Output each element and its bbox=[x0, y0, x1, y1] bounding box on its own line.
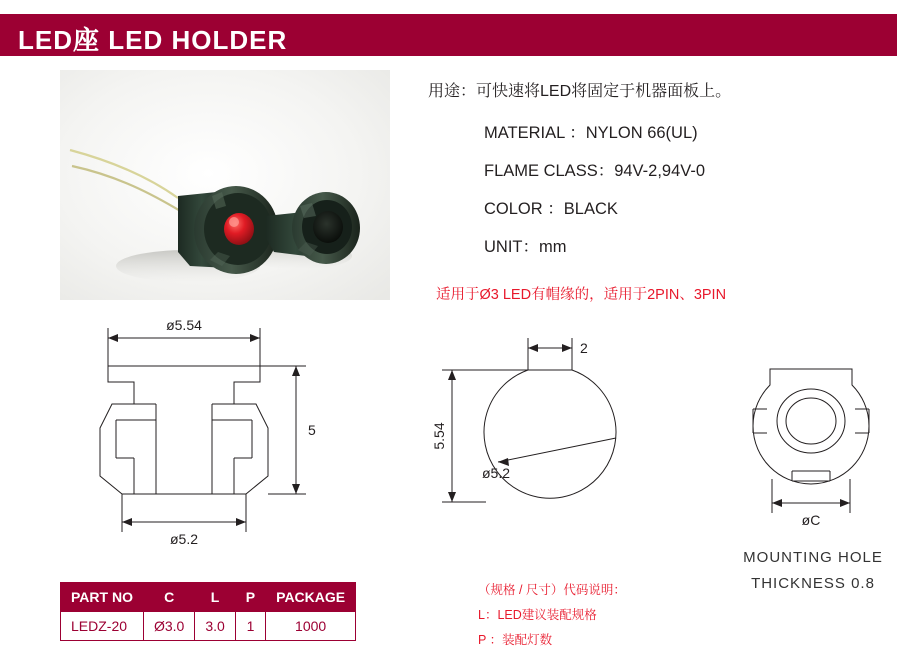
dim-bottom-label: ø5.2 bbox=[169, 531, 199, 547]
th-p: P bbox=[235, 583, 265, 612]
table-row bbox=[61, 612, 356, 641]
th-package: PACKAGE bbox=[266, 583, 356, 612]
part-number-table bbox=[60, 582, 356, 641]
product-photo bbox=[60, 70, 390, 300]
cell-c: Ø3.0 bbox=[143, 612, 194, 641]
cell-p: 1 bbox=[235, 612, 265, 641]
cell-l: 3.0 bbox=[195, 612, 235, 641]
mounting-hole-drawing bbox=[730, 345, 895, 545]
spec-unit: UNIT：mm bbox=[484, 238, 567, 256]
dim-flat-label: 2 bbox=[580, 340, 588, 356]
cell-part-no: LEDZ-20 bbox=[61, 612, 144, 641]
legend-line-3: P ：装配灯数 bbox=[478, 633, 553, 647]
dim-c-label: øC bbox=[801, 512, 821, 528]
mounting-thickness-text: THICKNESS 0.8 bbox=[751, 575, 875, 592]
usage-text: 用途：可快速将LED将固定于机器面板上。 bbox=[428, 83, 732, 100]
page-title: LED座 LED HOLDER bbox=[18, 25, 288, 55]
application-note: 适用于Ø3 LED有帽缘的，适用于2PIN、3PIN bbox=[436, 287, 727, 303]
specification-block bbox=[428, 78, 868, 304]
th-part-no: PART NO bbox=[61, 583, 144, 612]
cell-package: 1000 bbox=[266, 612, 356, 641]
th-c: C bbox=[143, 583, 194, 612]
th-l: L bbox=[195, 583, 235, 612]
spec-flame-class: FLAME CLASS：94V-2,94V-0 bbox=[484, 162, 706, 180]
dim-right-label: 5 bbox=[308, 422, 316, 438]
front-view-drawing bbox=[60, 308, 330, 558]
legend-line-1: （规格 / 尺寸）代码说明： bbox=[478, 583, 626, 597]
spec-material: MATERIAL ：NYLON 66(UL) bbox=[484, 124, 698, 142]
legend-notes bbox=[478, 578, 626, 653]
mounting-hole-caption bbox=[728, 545, 897, 597]
legend-line-2: L：LED建议装配规格 bbox=[478, 608, 597, 622]
top-view-drawing bbox=[420, 330, 670, 545]
dim-height-label: 5.54 bbox=[431, 422, 447, 450]
dim-top-label: ø5.54 bbox=[166, 317, 202, 333]
mounting-hole-text: MOUNTING HOLE bbox=[743, 549, 883, 566]
spec-color: COLOR ：BLACK bbox=[484, 200, 618, 218]
table-header-row bbox=[61, 583, 356, 612]
dim-diameter-label: ø5.2 bbox=[482, 465, 511, 481]
